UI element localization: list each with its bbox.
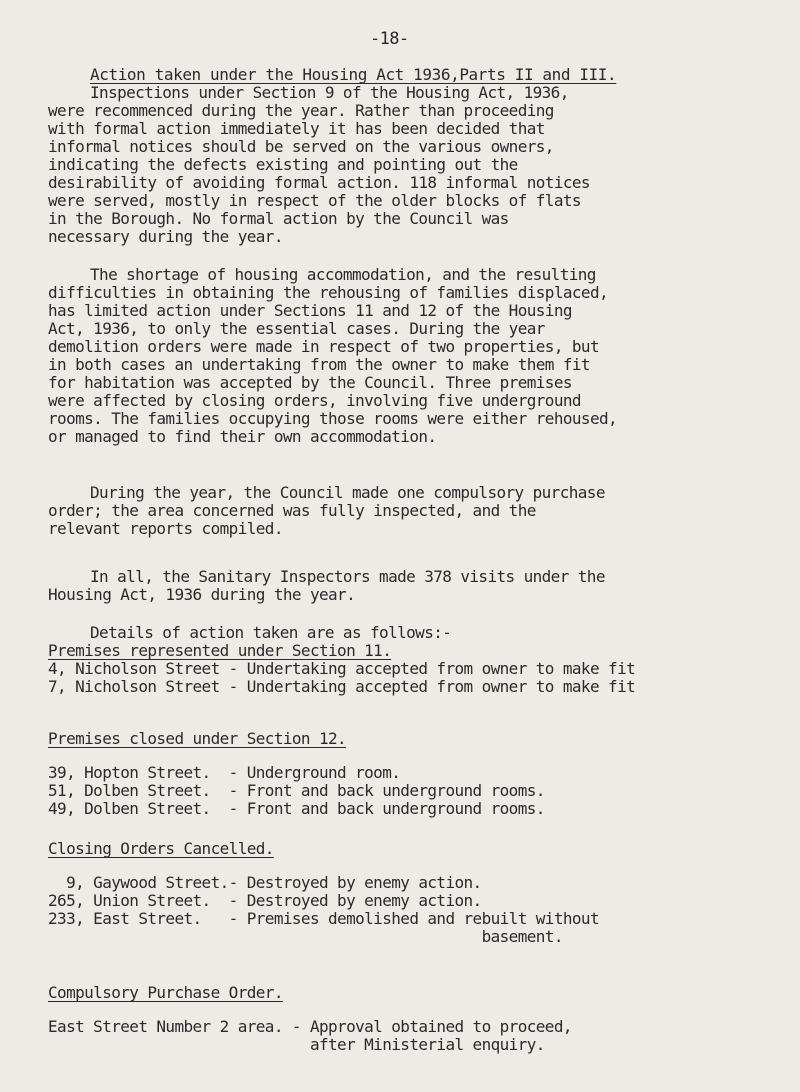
section12-row: 49, Dolben Street. - Front and back underground rooms. xyxy=(48,799,545,818)
para2-line: The shortage of housing accommodation, and the resulting xyxy=(90,265,596,284)
para1-line: Inspections under Section 9 of the Housing Act, 1936, xyxy=(90,83,569,102)
para1-line: informal notices should be served on the various owners, xyxy=(48,137,554,156)
section-heading: Action taken under the Housing Act 1936,Parts II and III. xyxy=(90,65,617,84)
section12-heading: Premises closed under Section 12. xyxy=(48,729,347,748)
section11-row: 7, Nicholson Street - Undertaking accepted from owner to make fit xyxy=(48,677,636,696)
para1-line: were recommenced during the year. Rather than proceeding xyxy=(48,101,554,120)
compulsory-heading: Compulsory Purchase Order. xyxy=(48,983,283,1002)
para2-line: Act, 1936, to only the essential cases. During the year xyxy=(48,319,545,338)
section11-heading: Premises represented under Section 11. xyxy=(48,641,392,660)
para4-line: Housing Act, 1936 during the year. xyxy=(48,585,356,604)
para2-line: for habitation was accepted by the Council. Three premises xyxy=(48,373,572,392)
para3-line: order; the area concerned was fully inspected, and the xyxy=(48,501,536,520)
para1-line: were served, mostly in respect of the older blocks of flats xyxy=(48,191,581,210)
page-number: -18- xyxy=(370,29,409,49)
para2-line: demolition orders were made in respect of two properties, but xyxy=(48,337,600,356)
section12-row: 51, Dolben Street. - Front and back underground rooms. xyxy=(48,781,545,800)
para1-line: with formal action immediately it has been decided that xyxy=(48,119,545,138)
para1-line: in the Borough. No formal action by the Council was xyxy=(48,209,509,228)
para2-line: rooms. The families occupying those rooms were either rehoused, xyxy=(48,409,618,428)
para1-line: desirability of avoiding formal action. 118 informal notices xyxy=(48,173,590,192)
para2-line: in both cases an undertaking from the owner to make them fit xyxy=(48,355,590,374)
section12-row: 39, Hopton Street. - Underground room. xyxy=(48,763,401,782)
section11-row: 4, Nicholson Street - Undertaking accepted from owner to make fit xyxy=(48,659,636,678)
para3-line: relevant reports compiled. xyxy=(48,519,283,538)
para1-line: indicating the defects existing and pointing out the xyxy=(48,155,518,174)
para1-line: necessary during the year. xyxy=(48,227,283,246)
para4-line: In all, the Sanitary Inspectors made 378 visits under the xyxy=(90,567,605,586)
cancelled-row: 265, Union Street. - Destroyed by enemy action. xyxy=(48,891,482,910)
para3-line: During the year, the Council made one compulsory purchase xyxy=(90,483,605,502)
cancelled-heading: Closing Orders Cancelled. xyxy=(48,839,274,858)
cancelled-row: 9, Gaywood Street.- Destroyed by enemy action. xyxy=(48,873,482,892)
para2-line: were affected by closing orders, involving five underground xyxy=(48,391,581,410)
compulsory-row: East Street Number 2 area. - Approval obtained to proceed, xyxy=(48,1017,572,1036)
cancelled-row: basement. xyxy=(48,927,563,946)
para2-line: or managed to find their own accommodation. xyxy=(48,427,437,446)
cancelled-row: 233, East Street. - Premises demolished and rebuilt without xyxy=(48,909,600,928)
details-intro: Details of action taken are as follows:- xyxy=(90,623,452,642)
compulsory-row: after Ministerial enquiry. xyxy=(48,1035,545,1054)
para2-line: difficulties in obtaining the rehousing of families displaced, xyxy=(48,283,609,302)
para2-line: has limited action under Sections 11 and 12 of the Housing xyxy=(48,301,572,320)
